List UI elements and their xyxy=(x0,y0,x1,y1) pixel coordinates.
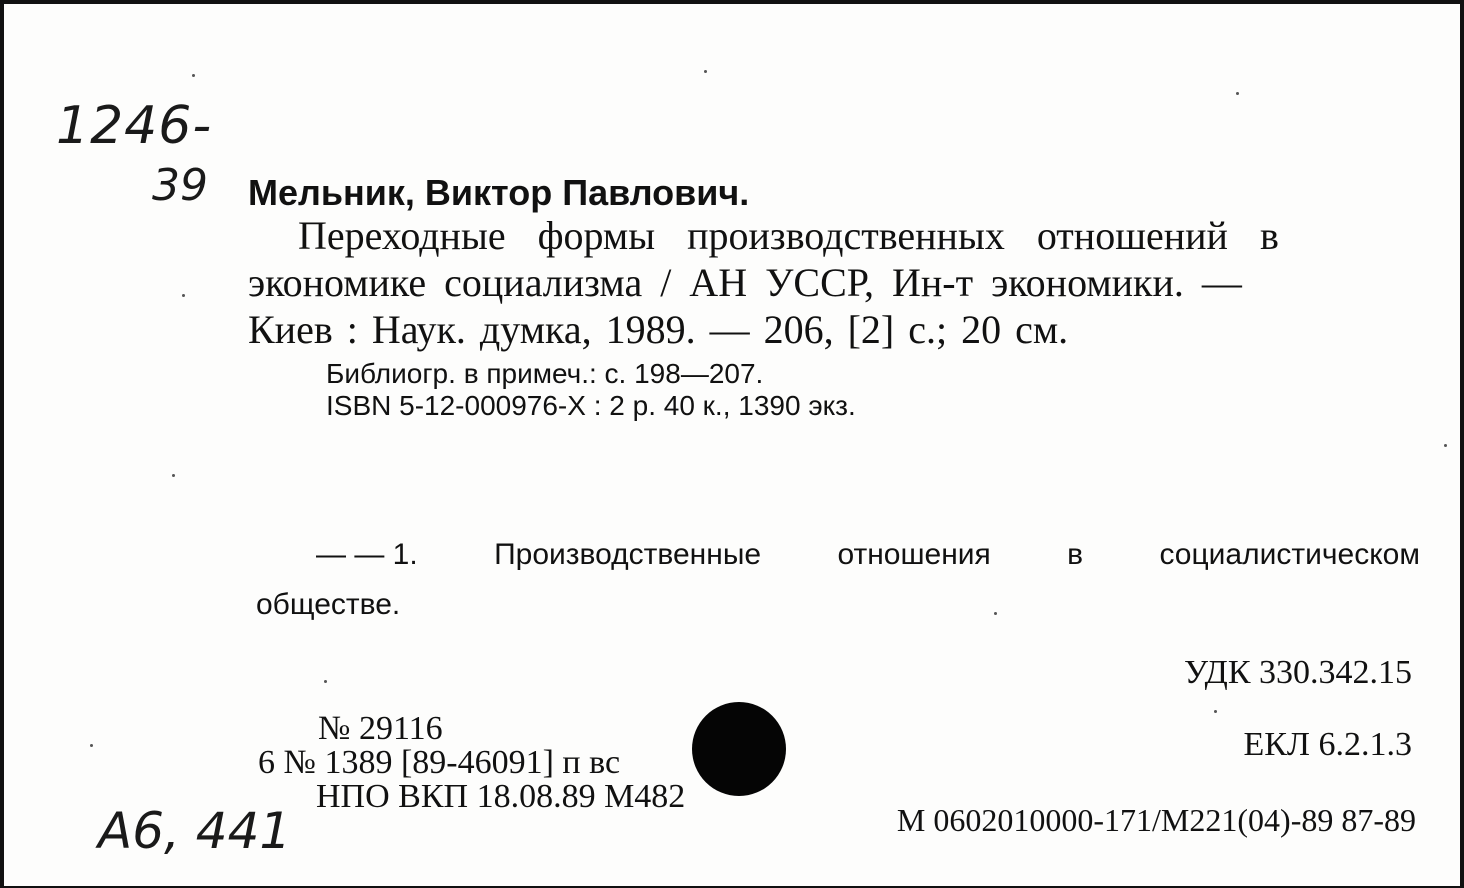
scan-speck xyxy=(182,294,185,297)
scan-speck xyxy=(994,612,997,615)
print-order: 6 № 1389 [89-46091] п вс xyxy=(258,744,621,781)
scan-speck xyxy=(704,70,707,73)
title-line-1: Переходные формы производственных отношений в xyxy=(298,213,1279,258)
inventory-mark: A6, 441 xyxy=(98,802,292,860)
punch-hole xyxy=(692,702,786,796)
subject-number: — — 1. xyxy=(316,538,418,571)
ekl-code: ЕКЛ 6.2.1.3 xyxy=(1243,726,1412,763)
title-line-3: Киев : Наук. думка, 1989. — 206, [2] с.; 20 см. xyxy=(248,307,1069,352)
scan-speck xyxy=(324,680,327,683)
title-statement xyxy=(248,212,1408,353)
scan-speck xyxy=(172,474,175,477)
scan-speck xyxy=(1214,710,1217,713)
scan-speck xyxy=(1444,444,1447,447)
title-line-2: экономике социализма / АН УССР, Ин-т экономики. — xyxy=(248,260,1242,305)
subject-word: социалистическом xyxy=(1159,538,1420,571)
subject-heading xyxy=(256,530,1420,630)
bibliography-note: Библиогр. в примеч.: с. 198—207. xyxy=(326,358,764,389)
subject-heading-line-1 xyxy=(256,530,1420,580)
shelf-mark-line2: 39 xyxy=(152,160,208,211)
subject-word: Производственные xyxy=(494,538,762,571)
author-heading: Мельник, Виктор Павлович. xyxy=(248,172,750,213)
print-number: № 29116 xyxy=(318,710,443,747)
subject-word: в xyxy=(1067,538,1084,571)
shelf-mark-line1: 1246- xyxy=(56,96,213,156)
isbn-line: ISBN 5-12-000976-X : 2 р. 40 к., 1390 экз. xyxy=(326,390,856,421)
subject-word: отношения xyxy=(837,538,991,571)
print-npo: НПО ВКП 18.08.89 М482 xyxy=(316,778,686,815)
scan-speck xyxy=(192,74,195,77)
scan-speck xyxy=(1236,92,1239,95)
subject-heading-line-2: обществе. xyxy=(256,588,401,621)
scan-speck xyxy=(90,744,93,747)
m-code: М 0602010000-171/М221(04)-89 87-89 xyxy=(896,802,1416,838)
udk-code: УДК 330.342.15 xyxy=(1183,654,1412,691)
